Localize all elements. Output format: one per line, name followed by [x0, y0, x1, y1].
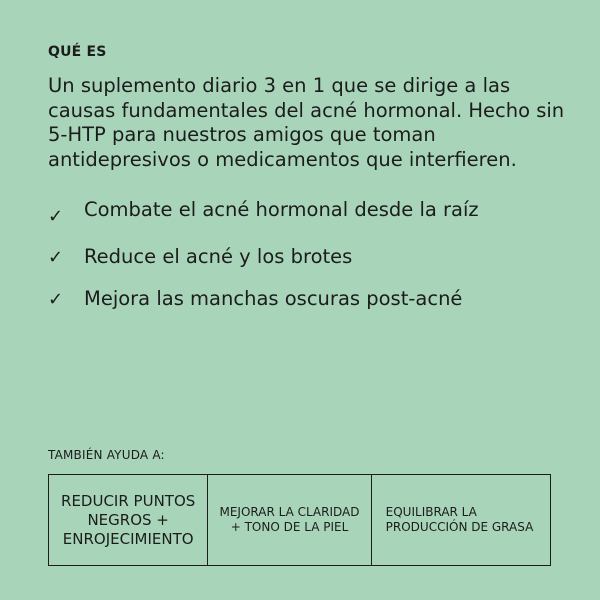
also-helps-item: MEJORAR LA CLARIDAD + TONO DE LA PIEL [207, 475, 370, 565]
check-icon: ✓ [48, 289, 64, 310]
benefit-item [48, 287, 462, 312]
also-helps-item: REDUCIR PUNTOS NEGROS + ENROJECIMIENTO [61, 491, 196, 548]
also-helps-label: TAMBIÉN AYUDA A: [48, 448, 165, 462]
check-icon: ✓ [48, 247, 64, 268]
check-icon: ✓ [48, 206, 64, 227]
section-label: QUÉ ES [48, 44, 107, 60]
benefit-text: Reduce el acné y los brotes [84, 245, 353, 268]
also-helps-grid [48, 474, 551, 566]
benefit-item [48, 198, 479, 227]
benefit-item [48, 245, 352, 270]
benefit-text: Mejora las manchas oscuras post-acné [84, 287, 463, 310]
product-description: Un suplemento diario 3 en 1 que se dirige a las causas fundamentales del acné hormonal. Hecho sin 5-HTP para nuestros amigos que toman antidepresivos o medicamentos que interfieren. [48, 74, 565, 171]
also-helps-item: EQUILIBRAR LA PRODUCCIÓN DE GRASA [371, 475, 550, 565]
benefit-text: Combate el acné hormonal desde la raíz [84, 198, 479, 221]
